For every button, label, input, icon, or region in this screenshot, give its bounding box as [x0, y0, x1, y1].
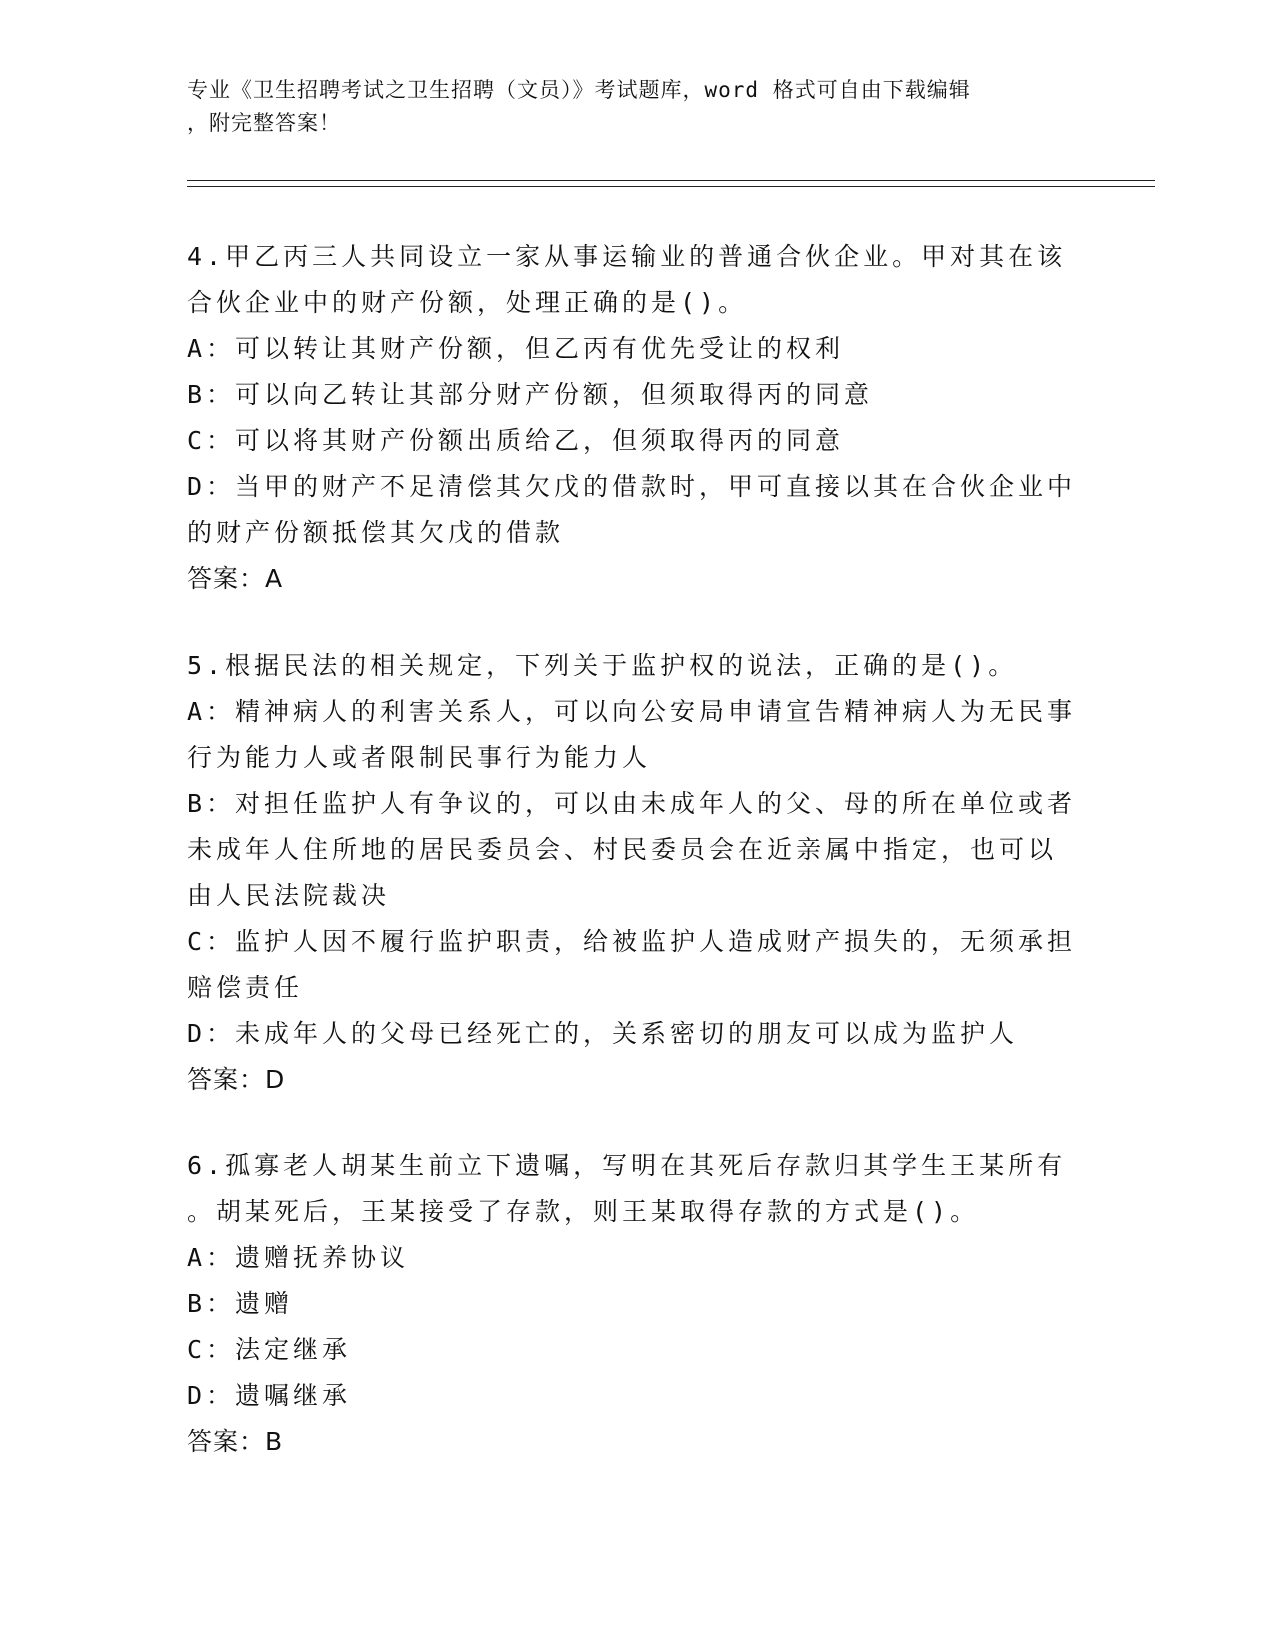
option-c: C：法定继承 — [187, 1335, 352, 1364]
header-divider-top — [187, 180, 1155, 181]
answer-line: 答案：D — [187, 1065, 286, 1094]
option-c-continued: 赔偿责任 — [187, 973, 304, 1002]
question-6 — [187, 1143, 1067, 1465]
option-d: D：未成年人的父母已经死亡的，关系密切的朋友可以成为监护人 — [187, 1019, 1019, 1048]
question-stem: 4.甲乙丙三人共同设立一家从事运输业的普通合伙企业。甲对其在该 — [187, 242, 1067, 271]
header-line: 专业《卫生招聘考试之卫生招聘（文员）》考试题库，word 格式可自由下载编辑 — [187, 78, 971, 102]
question-stem: 。胡某死后，王某接受了存款，则王某取得存款的方式是()。 — [187, 1197, 980, 1226]
answer-line: 答案：A — [187, 564, 284, 593]
option-b: B：遗赠 — [187, 1289, 294, 1318]
question-stem: 合伙企业中的财产份额，处理正确的是()。 — [187, 288, 748, 317]
option-b: B：对担任监护人有争议的，可以由未成年人的父、母的所在单位或者 — [187, 789, 1077, 818]
question-stem: 5.根据民法的相关规定，下列关于监护权的说法，正确的是()。 — [187, 651, 1018, 680]
option-a: A：遗赠抚养协议 — [187, 1243, 410, 1272]
option-b: B：可以向乙转让其部分财产份额，但须取得丙的同意 — [187, 380, 874, 409]
header-divider-bottom — [187, 186, 1155, 187]
option-a: A：精神病人的利害关系人，可以向公安局申请宣告精神病人为无民事 — [187, 697, 1077, 726]
option-d: D：遗嘱继承 — [187, 1381, 352, 1410]
question-4 — [187, 234, 1077, 602]
question-stem: 6.孤寡老人胡某生前立下遗嘱，写明在其死后存款归其学生王某所有 — [187, 1151, 1067, 1180]
option-b-continued: 未成年人住所地的居民委员会、村民委员会在近亲属中指定，也可以 — [187, 835, 1058, 864]
header-line: ，附完整答案！ — [187, 111, 341, 135]
option-c: C：可以将其财产份额出质给乙，但须取得丙的同意 — [187, 426, 845, 455]
option-a-continued: 行为能力人或者限制民事行为能力人 — [187, 743, 652, 772]
question-5 — [187, 643, 1077, 1103]
option-c: C：监护人因不履行监护职责，给被监护人造成财产损失的，无须承担 — [187, 927, 1077, 956]
document-header — [187, 74, 1067, 140]
answer-line: 答案：B — [187, 1427, 284, 1456]
option-d: D：当甲的财产不足清偿其欠戊的借款时，甲可直接以其在合伙企业中 — [187, 472, 1077, 501]
option-a: A：可以转让其财产份额，但乙丙有优先受让的权利 — [187, 334, 845, 363]
option-d-continued: 的财产份额抵偿其欠戊的借款 — [187, 518, 565, 547]
option-b-continued: 由人民法院裁决 — [187, 881, 391, 910]
